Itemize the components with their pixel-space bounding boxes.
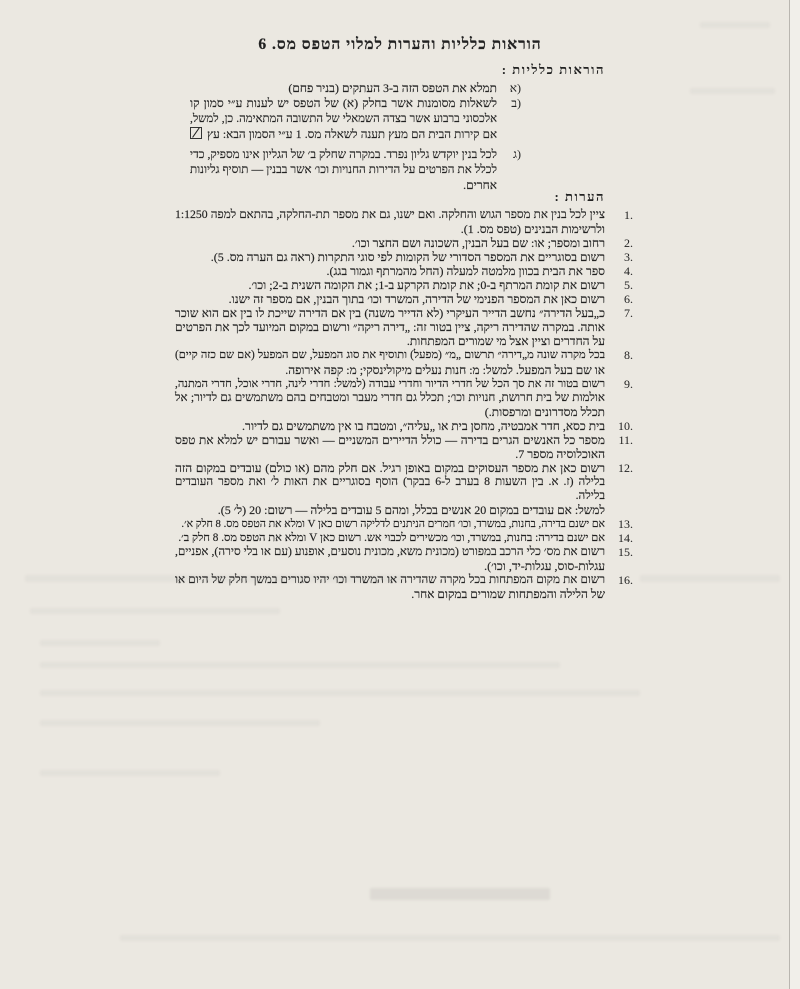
- text-line-content: [411, 587, 605, 601]
- line-text: עגלות-סוס, עגלות-יד, וכו׳).: [484, 559, 605, 574]
- text-line-content: [190, 128, 497, 141]
- text-line-content: [175, 208, 605, 221]
- note-number: 9.: [624, 376, 633, 391]
- bleed-through-shadow: [690, 88, 775, 94]
- line-text: או שם בעל המפעל. למשל: מ: חנות נעלים מיקולינסקי; מ: קפה אירופה.: [285, 362, 605, 377]
- text-line: [190, 162, 497, 177]
- text-line-content: [285, 363, 605, 377]
- text-line: [190, 178, 497, 193]
- line-text: למשל: אם עובדים במקום 20 אנשים בכלל, ומהם 5 עובדים בלילה — רשום: 20 (ל׳ 5).: [217, 502, 605, 517]
- text-line-content: [352, 236, 605, 250]
- line-text: רשום את מס׳ כלי הרכב במפורט (מכונית משא, מכונית נוסעים, אופנוע (עם או בלי סירה), אפניים,: [175, 545, 605, 559]
- text-line: [175, 531, 605, 545]
- bleed-through-shadow: [40, 662, 560, 668]
- text-line-content: [178, 532, 605, 544]
- text-line-content: [218, 503, 605, 517]
- text-line-content: [248, 278, 605, 292]
- item-label: ב): [511, 96, 521, 111]
- text-line-content: [463, 178, 497, 192]
- line-text: אלכסוני ברבוע אשר בצדה השמאלי של התשובה המתאימה. כן, למשל,: [190, 112, 497, 125]
- text-line: [190, 147, 497, 162]
- line-text: אותה. במקרה שהדירה ריקה, ציין בטור זה: „דירה ריקה״ ורשום במקום המיועד לכך את הפרטים: [175, 320, 605, 335]
- note-item: [175, 278, 635, 292]
- text-line: [175, 222, 605, 236]
- text-line: [175, 405, 605, 419]
- general-instructions-heading: הוראות כלליות :: [501, 62, 605, 77]
- text-line-content: [190, 163, 497, 176]
- note-item: [175, 292, 635, 306]
- line-text: רשום בטור זה את סך הכל של חדרי הדיור וחדרי עבודה (למשל: חדרי לינה, חדרי אוכל, חדרי המתנה,: [175, 377, 605, 390]
- bleed-through-shadow: [30, 608, 280, 614]
- note-number: 1.: [624, 208, 633, 222]
- note-number: 3.: [624, 250, 633, 265]
- line-text: של הלילה והמפתחות שמורים במקום אחר.: [411, 587, 605, 602]
- line-text: האוכלוסיה מספר 7.: [515, 446, 605, 461]
- text-line: [190, 112, 497, 127]
- text-line: [175, 250, 605, 264]
- item-label: א): [509, 81, 521, 95]
- text-line-content: [288, 81, 497, 95]
- note-number: 14.: [618, 531, 633, 546]
- text-line-content: [515, 447, 605, 461]
- text-line-content: [484, 559, 605, 573]
- line-text: אם ישנם בדירה: בחנות, במשרד, וכו׳ מכשירים לכבוי אש. רשום כאן V ומלא את הטפס מס. 8 חלק ב׳.: [178, 532, 605, 545]
- sample-checkbox: [190, 127, 202, 139]
- bleed-through-shadow: [120, 935, 780, 941]
- text-line-content: [175, 545, 605, 558]
- notes-list: [175, 208, 635, 601]
- note-item: [175, 419, 635, 433]
- text-line: [175, 503, 605, 517]
- text-line: [175, 559, 605, 573]
- line-text: מספר כל האנשים הגרים בדירה — כולל הדיירים המשניים — ואשר עבורם יש למלא את טפס: [175, 432, 605, 447]
- line-text: אחרים.: [463, 177, 497, 192]
- bleed-through-shadow: [40, 690, 640, 696]
- note-number: 7.: [624, 306, 633, 321]
- bleed-through-shadow: [700, 22, 770, 28]
- note-item: [175, 264, 635, 278]
- text-line-content: [461, 222, 605, 236]
- text-line-content: [175, 461, 605, 475]
- note-number: 15.: [618, 545, 633, 560]
- note-number: 12.: [618, 460, 633, 475]
- general-instruction-item: [190, 147, 527, 193]
- line-text: תכלל מסדרונים ומרפסות.): [484, 404, 605, 419]
- notes-heading: הערות :: [554, 189, 605, 204]
- bleed-through-shadow: [40, 770, 220, 776]
- line-text: ולרשימות הבנינים (טפס מס. 1).: [460, 222, 605, 237]
- text-line: [175, 320, 605, 334]
- text-line-content: [175, 475, 605, 502]
- text-line: [190, 81, 497, 96]
- note-item: [175, 545, 635, 573]
- note-item: [175, 573, 635, 601]
- text-line: [175, 447, 605, 461]
- text-line: [175, 461, 605, 475]
- text-line-content: [175, 433, 605, 447]
- text-line-content: [229, 292, 605, 306]
- note-number: 8.: [624, 348, 633, 363]
- bleed-through-shadow: [40, 640, 160, 646]
- scan-margin: [790, 0, 800, 989]
- note-item: [175, 250, 635, 264]
- note-item: [175, 461, 635, 517]
- line-text: רשום כאן את מספר העסוקים במקום באופן רגיל. אם חלק מהם (או כולם) עובדים במקום הזה: [175, 460, 605, 475]
- text-line-content: [175, 320, 605, 334]
- general-instructions-list: [190, 81, 527, 193]
- note-item: [175, 236, 635, 250]
- text-line: [175, 363, 605, 377]
- text-line-content: [181, 518, 605, 530]
- line-text: כ„בעל הדירה״ נחשב הדייר העיקרי (לא הדייר משנה) בין אם הדירה שייכת לו בין אם הוא שוכר: [175, 306, 605, 321]
- text-line: [175, 517, 605, 531]
- bleed-through-shadow: [370, 888, 550, 900]
- text-line: [175, 573, 605, 587]
- text-line: [175, 545, 605, 559]
- text-line-content: [175, 306, 605, 320]
- text-line: [175, 264, 605, 278]
- line-text: לכל בנין יוקדש גליון נפרד. במקרה שחלק ב׳ של הגליון אינו מספיק, כדי: [190, 148, 497, 162]
- text-line-content: [175, 391, 605, 404]
- text-line-content: [190, 96, 497, 110]
- text-line: [175, 292, 605, 306]
- text-line-content: [175, 573, 605, 586]
- line-text: בית כסא, חדר אמבטיה, מחסן בית או „עליה״, ומטבח בו אין משתמשים גם לדיור.: [242, 418, 605, 433]
- text-line-content: [407, 334, 605, 348]
- text-line-content: [190, 113, 497, 125]
- line-text: רשום את מקום המפתחות בכל מקרה שהדירה או המשרד וכו׳ יהיו סגורים במשך חלק של היום או: [175, 573, 605, 587]
- line-text: רשום בסוגריים את המספר הסדורי של הקומות לפי סוגי התקרות (ראה גם הערה מס. 5).: [210, 250, 605, 265]
- line-text: רשום את קומת המרתף ב-0; את קומת הקרקע ב-1; את הקומה השנית ב-2; וכו׳.: [248, 278, 605, 293]
- note-number: 6.: [624, 292, 633, 307]
- note-number: 2.: [624, 236, 633, 251]
- note-item: [175, 348, 635, 376]
- text-line: [175, 433, 605, 447]
- text-line: [175, 348, 605, 362]
- text-line-content: [175, 349, 605, 361]
- line-text: בכל מקרה שונה מ„דירה״ תרשום „מ״ (מפעל) ותוסיף את סוג המפעל, שם המפעל (אם שם כזה קיים): [175, 349, 605, 362]
- line-text: ספר את הבית בכוון מלמטה למעלה (החל מהמרתף וגמור בגג).: [326, 264, 605, 279]
- line-text: רשום כאן את המספר הפנימי של הדירה, המשרד וכו׳ בתוך הבנין, אם מספר זה ישנו.: [228, 292, 605, 307]
- document-title: הוראות כלליות והערות למלוי הטפס מס. 6: [258, 36, 542, 53]
- text-line-content: [326, 264, 605, 278]
- text-line: [175, 306, 605, 320]
- general-instruction-item: [190, 96, 527, 142]
- text-line: [175, 391, 605, 405]
- note-item: [175, 531, 635, 545]
- note-number: 11.: [618, 432, 633, 447]
- line-text: אם קירות הבית הם מעץ תענה לשאלה מס. 1 ע״י הסמון הבא: עץ: [207, 127, 497, 141]
- note-number: 4.: [624, 264, 633, 279]
- line-text: אם ישנם בדירה, בחנות, במשרד, וכו׳ חמרים הניתנים לדליקה רשום כאן V ומלא את הטפס מס. 8 חלק א׳.: [181, 518, 605, 531]
- text-line: [175, 278, 605, 292]
- note-item: [175, 433, 635, 461]
- text-line-content: [242, 419, 605, 433]
- note-number: 5.: [624, 278, 633, 293]
- bleed-through-shadow: [640, 575, 780, 582]
- note-item: [175, 306, 635, 348]
- text-line-content: [211, 250, 605, 264]
- line-text: לשאלות מסומנות אשר בחלק (א) של הטפס יש לענות ע״י סמון קו: [190, 96, 497, 111]
- line-text: לכלל את הפרטים על הדירות החנויות וכו׳ אשר בבנין — תוסיף גליונות: [190, 163, 497, 177]
- text-line-content: [190, 148, 497, 161]
- line-text: רחוב ומספר; או: שם בעל הבנין, השכונה ושם החצר וכו׳.: [351, 236, 605, 251]
- text-line: [190, 96, 497, 111]
- text-line: [175, 236, 605, 250]
- scan-edge: [789, 0, 790, 989]
- note-item: [175, 208, 635, 236]
- note-number: 16.: [618, 573, 633, 588]
- note-item: [175, 377, 635, 419]
- text-line: [175, 475, 605, 503]
- text-line: [175, 334, 605, 348]
- general-instruction-item: [190, 81, 527, 96]
- text-line: [175, 377, 605, 391]
- bleed-through-shadow: [40, 720, 320, 726]
- line-text: אולמות של בית חרושת, חנויות וכו׳; תכלל גם חדרי מעבר ומטבחים בהם משתמשים גם לדיור; אל: [175, 390, 605, 404]
- text-line: [190, 127, 497, 142]
- text-line-content: [175, 378, 605, 390]
- note-number: 13.: [618, 517, 633, 532]
- text-line-content: [485, 405, 605, 419]
- item-label: ג): [513, 147, 521, 162]
- text-line: [175, 208, 605, 222]
- line-text: בלילה (ז. א. בין השעות 8 בערב ל-6 בבקר) הוסף בסוגריים את האות ל׳ ואת מספר העובדים בלילה.: [175, 474, 606, 502]
- note-item: [175, 517, 635, 531]
- line-text: תמלא את הטפס הזה ב-3 העתקים (בניר פחם): [288, 81, 497, 95]
- text-line: [175, 587, 605, 601]
- line-text: ציין לכל בנין את מספר הגוש והחלקה. ואם ישנו, גם את מספר תת-החלקה, בהתאם למפה 1:1250: [175, 208, 605, 221]
- text-line: [175, 419, 605, 433]
- line-text: על החדרים וציין אצל מי שמורים המפתחות.: [406, 334, 605, 349]
- note-number: 10.: [618, 418, 633, 433]
